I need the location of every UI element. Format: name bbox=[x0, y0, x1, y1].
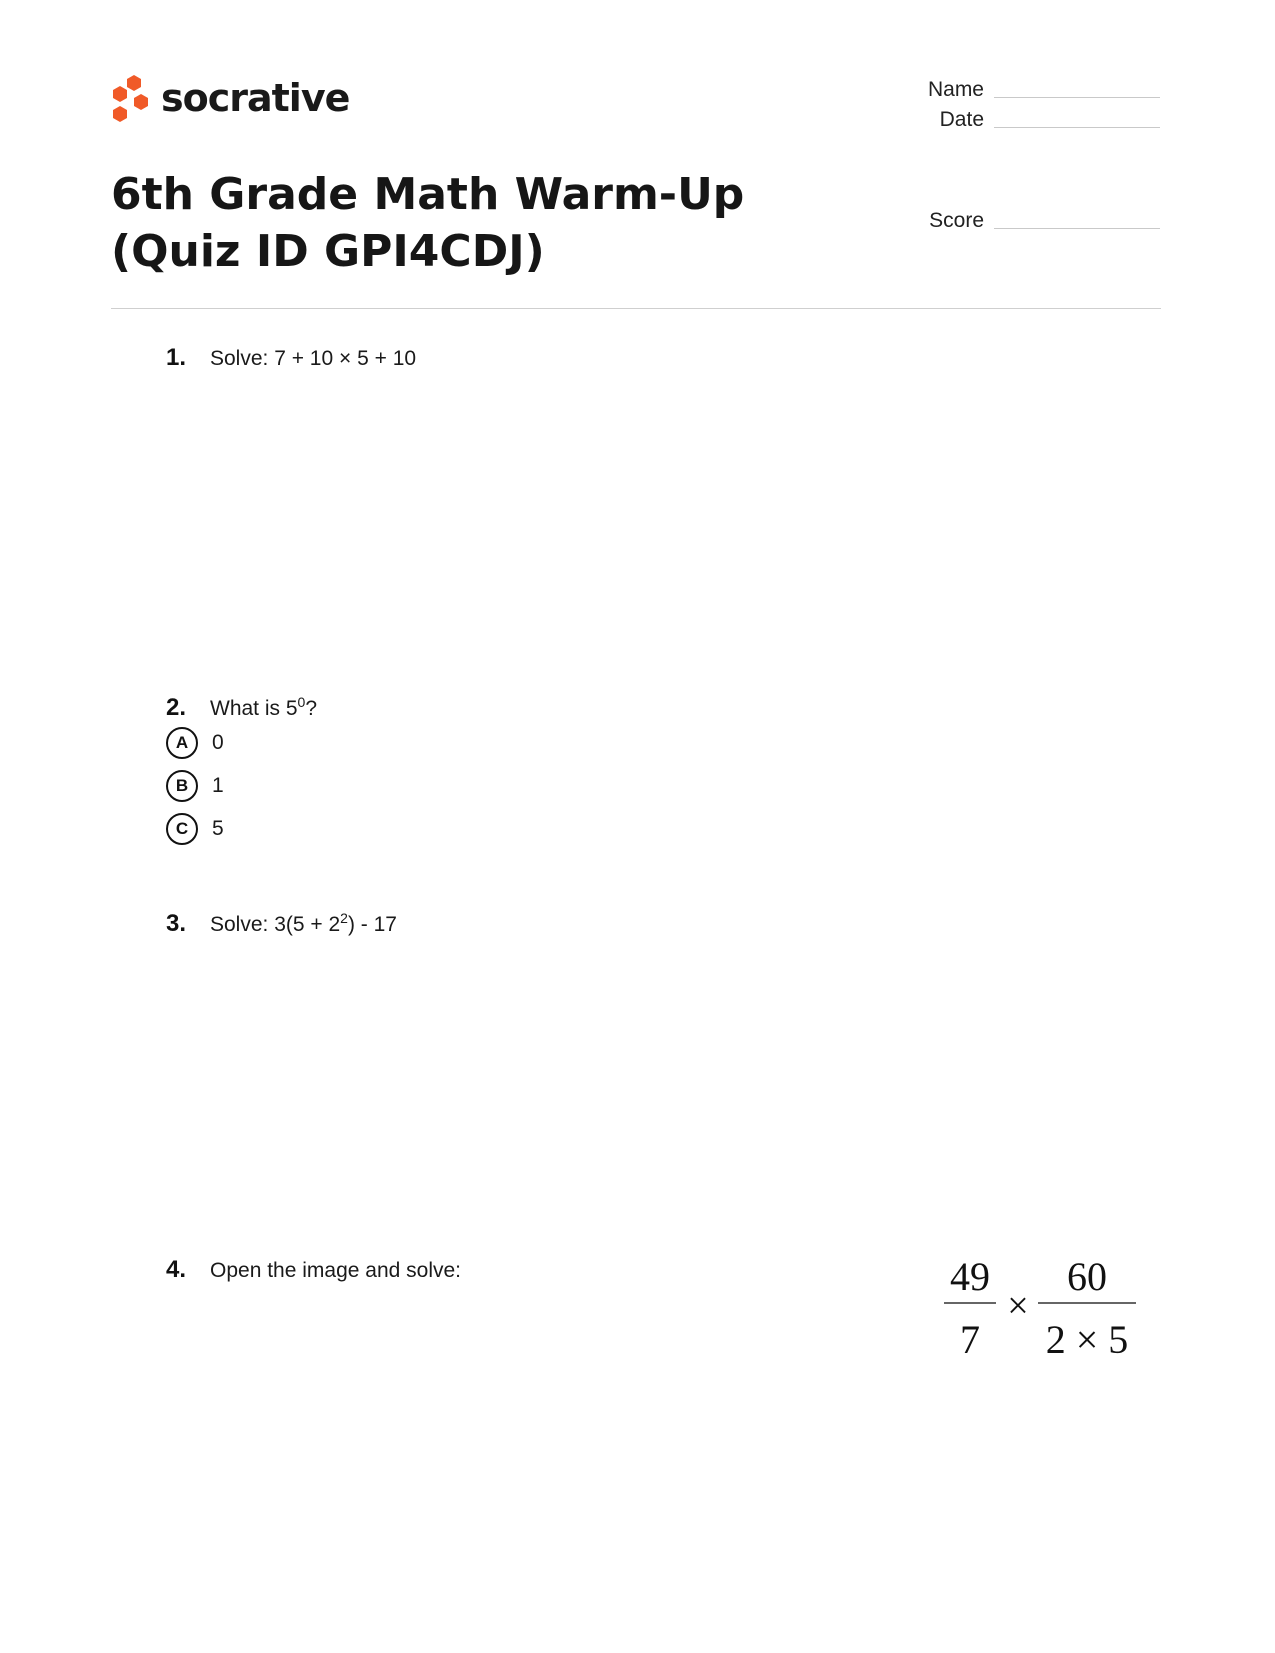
name-line bbox=[994, 97, 1160, 98]
question-number: 2. bbox=[166, 694, 187, 721]
name-field[interactable] bbox=[860, 74, 1160, 104]
question-2 bbox=[166, 694, 317, 722]
hexagon-cluster-icon bbox=[111, 73, 151, 123]
fraction-expression-image bbox=[940, 1250, 1140, 1370]
score-line bbox=[994, 228, 1160, 229]
exponent: 0 bbox=[297, 694, 306, 710]
multiply-operator: × bbox=[1007, 1285, 1029, 1327]
choice-c[interactable] bbox=[166, 813, 224, 845]
numerator-2: 60 bbox=[1067, 1254, 1107, 1299]
question-number: 3. bbox=[166, 910, 187, 937]
choice-text: 1 bbox=[212, 774, 224, 797]
socrative-logo bbox=[111, 73, 349, 123]
date-field[interactable] bbox=[860, 104, 1160, 134]
question-number: 1. bbox=[166, 344, 187, 371]
date-label: Date bbox=[939, 108, 984, 131]
choice-text: 0 bbox=[212, 731, 224, 754]
question-text: Solve: $3(5 + 2^2) - 17$ bbox=[210, 910, 397, 936]
choice-a[interactable] bbox=[166, 727, 224, 759]
name-label: Name bbox=[927, 78, 984, 101]
question-text: What is $5^0$? bbox=[210, 694, 318, 720]
score-field[interactable] bbox=[860, 205, 1160, 235]
choice-bubble[interactable]: A bbox=[166, 727, 198, 759]
quiz-title: 6th Grade Math Warm-Up (Quiz ID GPI4CDJ) bbox=[111, 169, 745, 277]
denominator-1: 7 bbox=[960, 1317, 980, 1362]
denominator-2: 2 × 5 bbox=[1045, 1317, 1129, 1362]
date-line bbox=[994, 127, 1160, 128]
question-text: Open the image and solve: bbox=[210, 1259, 461, 1282]
header-divider bbox=[111, 308, 1161, 309]
question-4 bbox=[166, 1256, 461, 1284]
choice-b[interactable] bbox=[166, 770, 224, 802]
choice-bubble[interactable]: B bbox=[166, 770, 198, 802]
question-3 bbox=[166, 910, 397, 938]
exponent: 2 bbox=[340, 910, 348, 926]
question-text: Solve: 7 + 10 × 5 + 10 bbox=[210, 347, 417, 370]
question-1 bbox=[166, 344, 416, 372]
choice-text: 5 bbox=[212, 817, 224, 840]
brand-name: socrative bbox=[161, 76, 350, 120]
score-label: Score bbox=[929, 209, 984, 232]
numerator-1: 49 bbox=[950, 1254, 990, 1299]
question-number: 4. bbox=[166, 1256, 187, 1283]
choice-bubble[interactable]: C bbox=[166, 813, 198, 845]
